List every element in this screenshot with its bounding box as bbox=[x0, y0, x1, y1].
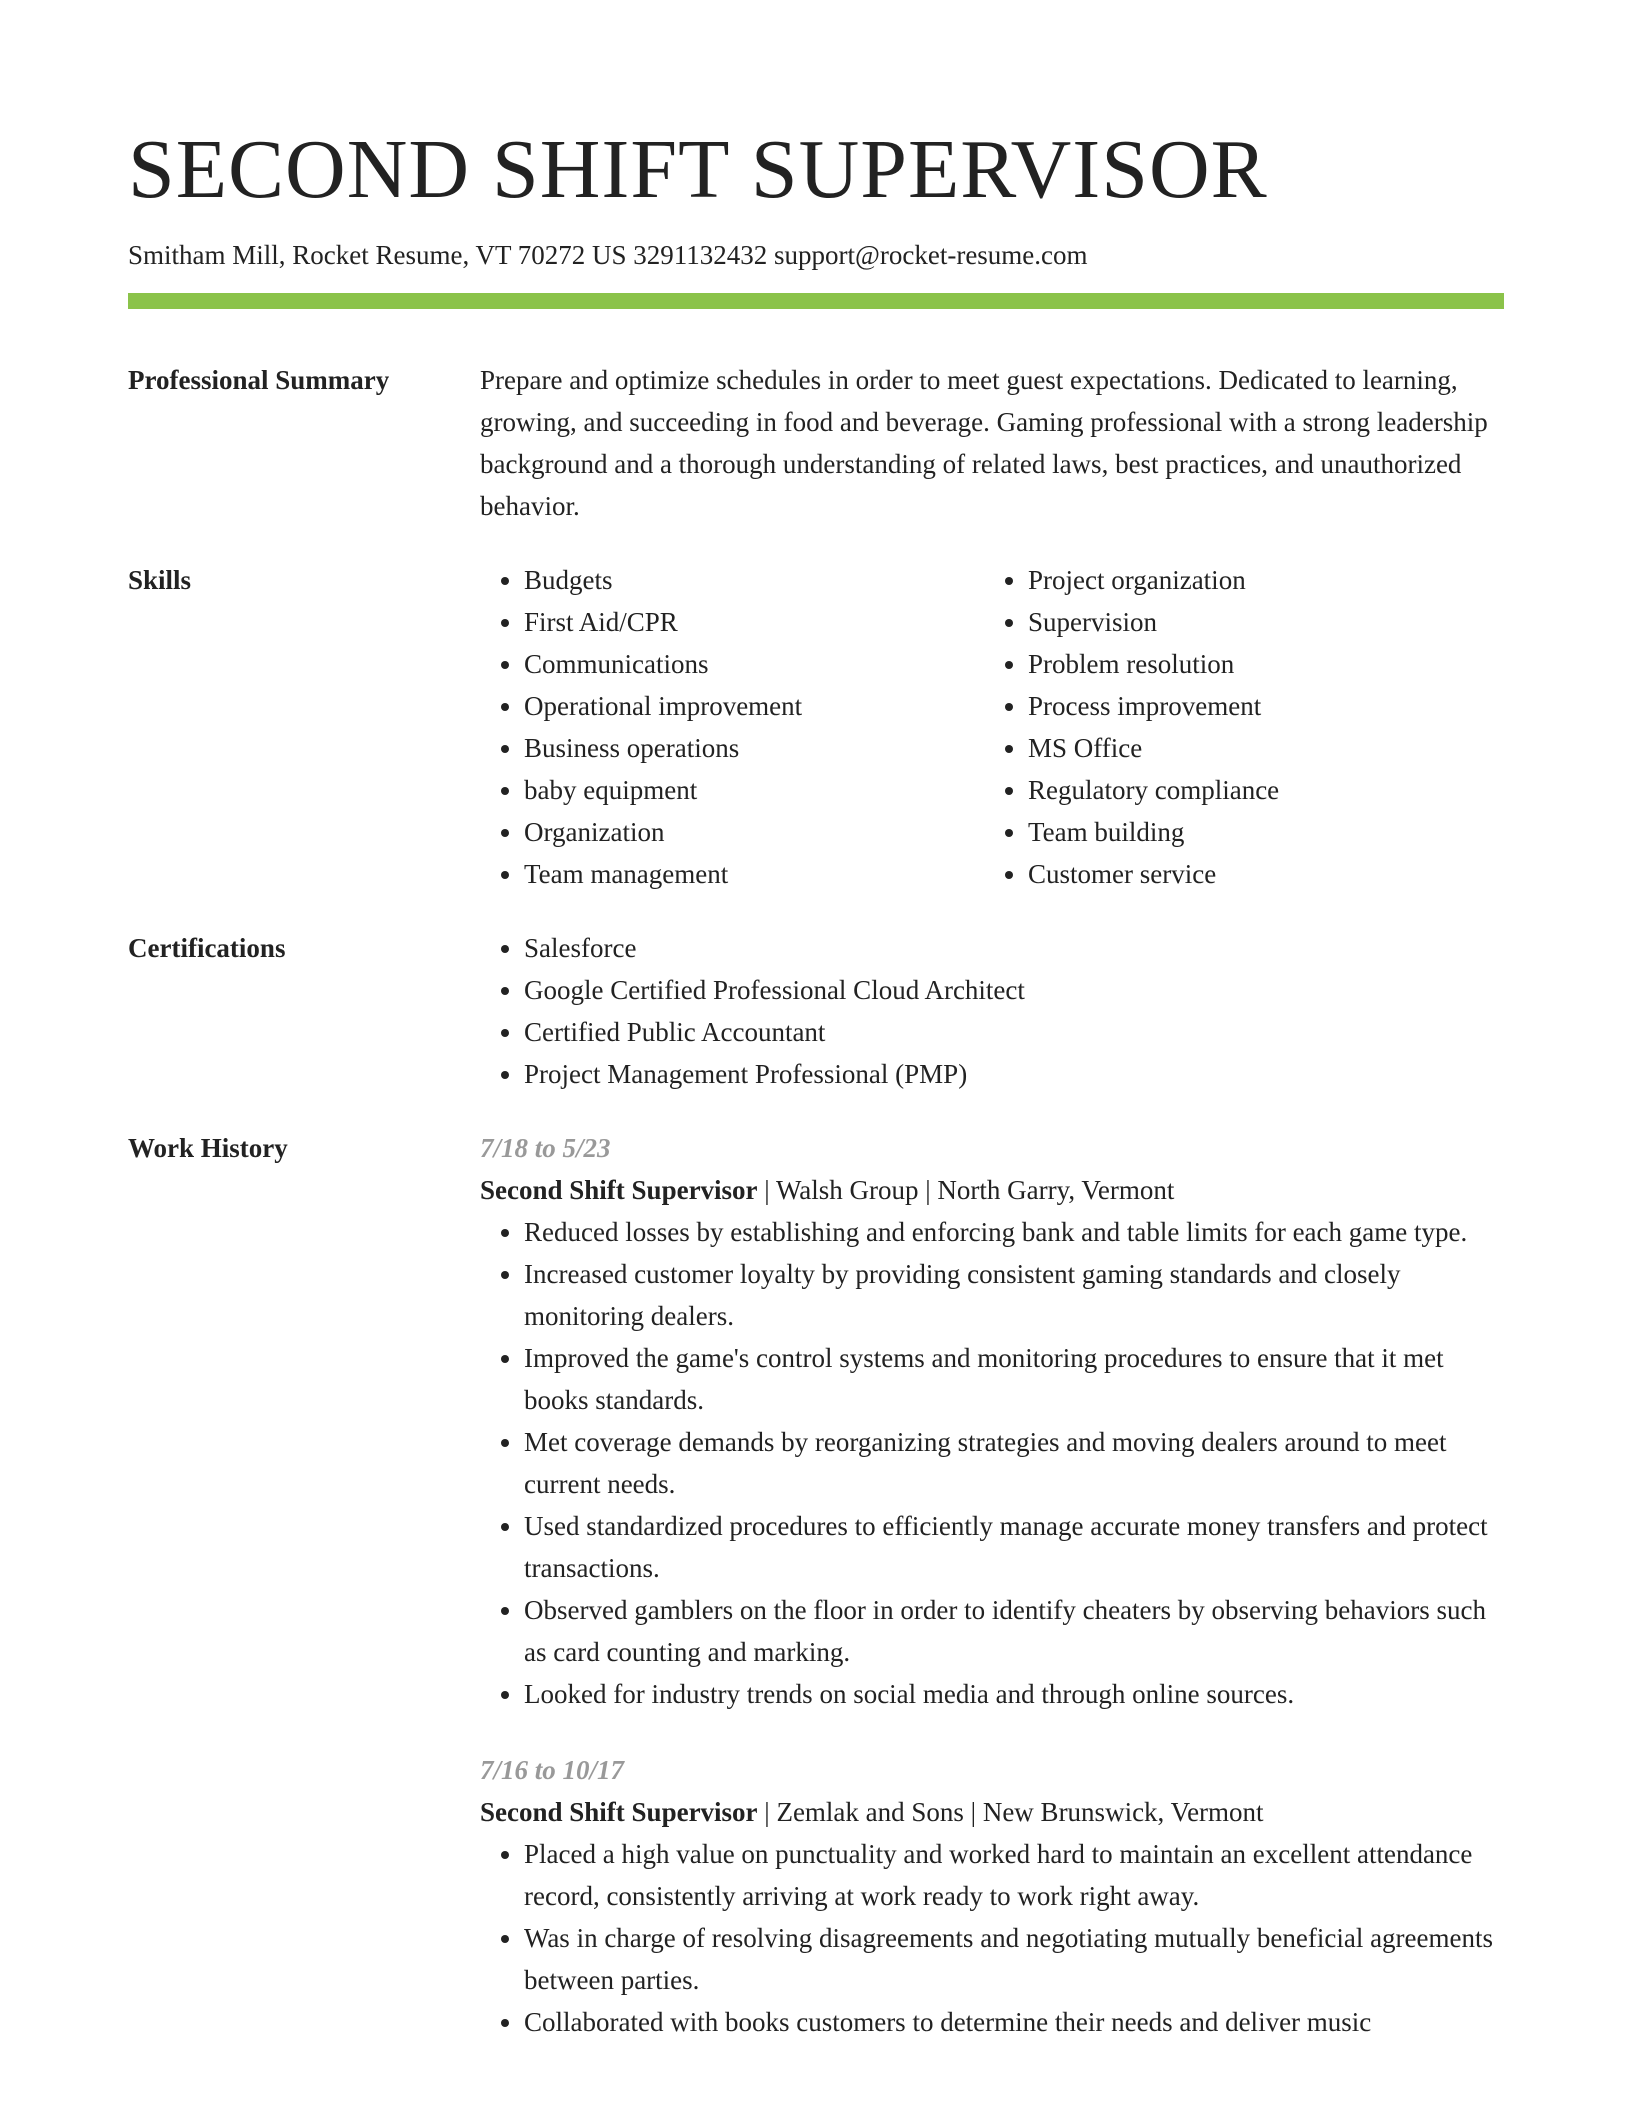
job-employer-location: | Walsh Group | North Garry, Vermont bbox=[757, 1175, 1175, 1205]
skill-item: • baby equipment bbox=[524, 769, 984, 811]
skill-item: • Supervision bbox=[1028, 601, 1488, 643]
resume-name: SECOND SHIFT SUPERVISOR bbox=[128, 123, 1268, 216]
certification-item: • Salesforce bbox=[524, 927, 1504, 969]
certifications-list bbox=[480, 927, 1504, 1095]
job-bullet: • Was in charge of resolving disagreements and negotiating mutually beneficial agreements between parties. bbox=[524, 1917, 1504, 2001]
skill-item: • Team management bbox=[524, 853, 984, 895]
job-bullet: • Improved the game's control systems and monitoring procedures to ensure that it met books standards. bbox=[524, 1337, 1504, 1421]
job-bullets bbox=[480, 1833, 1504, 2043]
skill-item: • Business operations bbox=[524, 727, 984, 769]
job-title: Second Shift Supervisor bbox=[480, 1797, 758, 1827]
skills-columns bbox=[480, 559, 1504, 895]
work-history-body bbox=[480, 1127, 1504, 2043]
job-bullet: • Used standardized procedures to efficiently manage accurate money transfers and protect transactions. bbox=[524, 1505, 1504, 1589]
skill-item: • Team building bbox=[1028, 811, 1488, 853]
work-history-section bbox=[128, 1127, 1504, 2043]
skill-item: • Regulatory compliance bbox=[1028, 769, 1488, 811]
contact-line: Smitham Mill, Rocket Resume, VT 70272 US 3291132432 support@rocket-resume.com bbox=[128, 240, 1088, 270]
skills-section bbox=[128, 559, 1504, 895]
summary-section bbox=[128, 359, 1504, 527]
certifications-body bbox=[480, 927, 1504, 1095]
certification-item: • Google Certified Professional Cloud Architect bbox=[524, 969, 1504, 1011]
certifications-section bbox=[128, 927, 1504, 1095]
job-employer-location: | Zemlak and Sons | New Brunswick, Vermont bbox=[757, 1797, 1264, 1827]
skills-column-left bbox=[480, 559, 984, 895]
job-bullet: • Increased customer loyalty by providing consistent gaming standards and closely monitoring dealers. bbox=[524, 1253, 1504, 1337]
skill-item: • First Aid/CPR bbox=[524, 601, 984, 643]
summary-heading: Professional Summary bbox=[128, 365, 390, 395]
job-title-line bbox=[480, 1169, 1504, 1211]
summary-text: Prepare and optimize schedules in order to meet guest expectations. Dedicated to learning, growing, and succeeding in food and beverage. Gaming professional with a strong leadership background and a thorough understanding of related laws, best practices, and unauthorized behavior. bbox=[480, 365, 1488, 521]
job-entry bbox=[480, 1127, 1504, 1715]
skill-item: • Project organization bbox=[1028, 559, 1488, 601]
job-bullet: • Observed gamblers on the floor in order to identify cheaters by observing behaviors such as card counting and marking. bbox=[524, 1589, 1504, 1673]
skill-item: • Communications bbox=[524, 643, 984, 685]
skill-item: • Process improvement bbox=[1028, 685, 1488, 727]
job-dates: 7/18 to 5/23 bbox=[480, 1133, 611, 1163]
skill-item: • Customer service bbox=[1028, 853, 1488, 895]
job-bullet: • Reduced losses by establishing and enforcing bank and table limits for each game type. bbox=[524, 1211, 1504, 1253]
skills-column-right bbox=[984, 559, 1488, 895]
job-title-line bbox=[480, 1791, 1504, 1833]
job-title: Second Shift Supervisor bbox=[480, 1175, 758, 1205]
skills-heading: Skills bbox=[128, 565, 192, 595]
job-entry bbox=[480, 1749, 1504, 2043]
job-bullets bbox=[480, 1211, 1504, 1715]
skills-list-right bbox=[984, 559, 1488, 895]
job-dates: 7/16 to 10/17 bbox=[480, 1755, 625, 1785]
job-bullet: • Met coverage demands by reorganizing strategies and moving dealers around to meet current needs. bbox=[524, 1421, 1504, 1505]
certifications-heading: Certifications bbox=[128, 933, 286, 963]
work-history-heading: Work History bbox=[128, 1133, 288, 1163]
skill-item: • Budgets bbox=[524, 559, 984, 601]
certification-item: • Project Management Professional (PMP) bbox=[524, 1053, 1504, 1095]
skill-item: • Problem resolution bbox=[1028, 643, 1488, 685]
job-bullet: • Looked for industry trends on social media and through online sources. bbox=[524, 1673, 1504, 1715]
skill-item: • MS Office bbox=[1028, 727, 1488, 769]
accent-divider bbox=[128, 293, 1504, 309]
certification-item: • Certified Public Accountant bbox=[524, 1011, 1504, 1053]
skill-item: • Organization bbox=[524, 811, 984, 853]
skills-list-left bbox=[480, 559, 984, 895]
job-bullet: • Placed a high value on punctuality and worked hard to maintain an excellent attendance record, consistently arriving at work ready to work right away. bbox=[524, 1833, 1504, 1917]
resume-page bbox=[128, 0, 1504, 2043]
skill-item: • Operational improvement bbox=[524, 685, 984, 727]
job-bullet: • Collaborated with books customers to determine their needs and deliver music bbox=[524, 2001, 1504, 2043]
